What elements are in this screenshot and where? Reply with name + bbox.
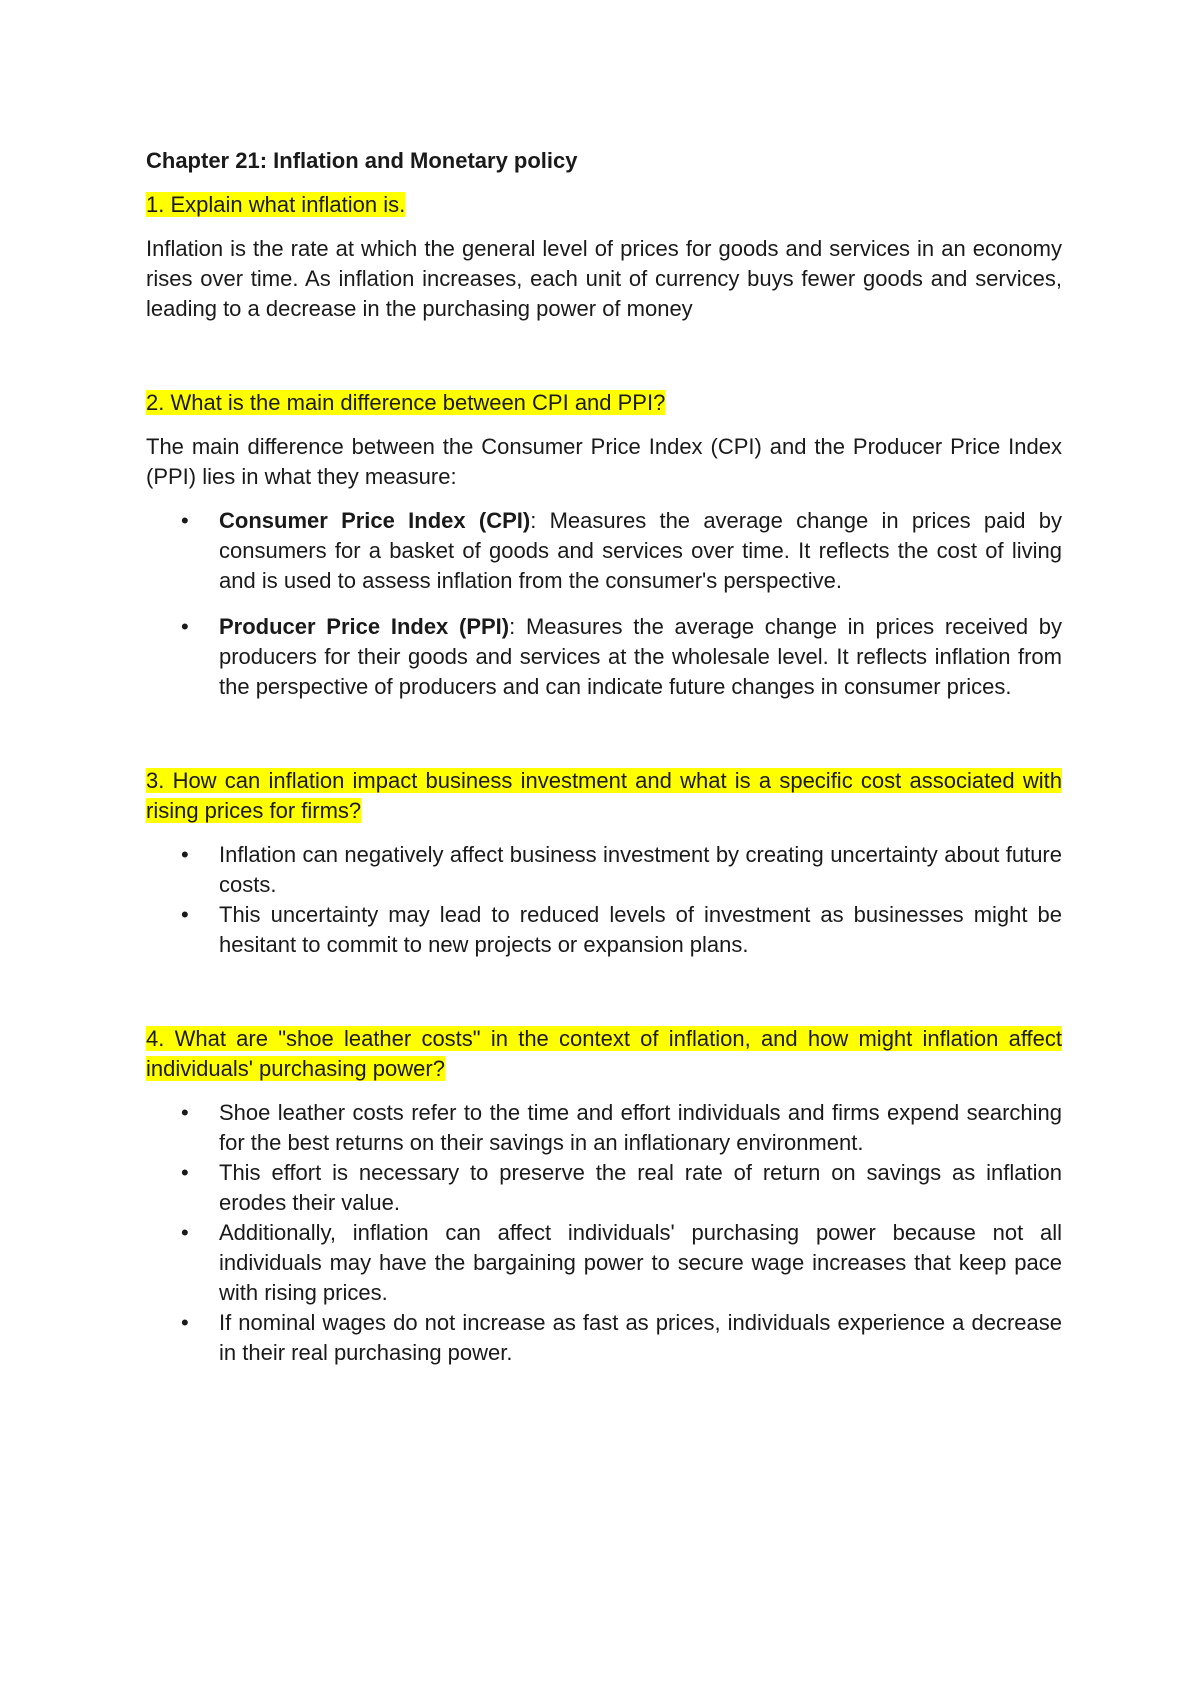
chapter-title: Chapter 21: Inflation and Monetary policy — [146, 148, 578, 173]
answer-2-intro: The main difference between the Consumer Price Index (CPI) and the Producer Price Index (PPI) lies in what they measure: — [146, 434, 1062, 489]
question-2-highlight: 2. What is the main difference between CPI and PPI? — [146, 390, 666, 415]
bullet-icon: • — [181, 614, 189, 639]
section-spacer — [146, 960, 1062, 1024]
question-4-highlight: 4. What are "shoe leather costs" in the context of inflation, and how might inflation affect individuals' purchasing power? — [146, 1026, 1062, 1081]
question-1-section — [146, 190, 1062, 324]
question-1 — [146, 190, 1062, 220]
section-spacer — [146, 324, 1062, 388]
question-3-highlight: 3. How can inflation impact business investment and what is a specific cost associated with rising prices for firms? — [146, 768, 1062, 823]
term-cpi-description: : Measures the average change in prices paid by consumers for a basket of goods and services over time. It reflects the cost of living and is used to assess inflation from the consumer's perspective. — [219, 508, 1062, 593]
term-cpi: Consumer Price Index (CPI) — [219, 508, 531, 533]
list-item — [146, 1308, 1062, 1368]
list-item-text: Inflation can negatively affect business investment by creating uncertainty about future costs. — [219, 842, 1062, 897]
answer-3-list — [146, 840, 1062, 960]
bullet-icon: • — [181, 1310, 189, 1335]
bullet-icon: • — [181, 1160, 189, 1185]
question-3 — [146, 766, 1062, 826]
list-item-text: This uncertainty may lead to reduced levels of investment as businesses might be hesitant to commit to new projects or expansion plans. — [219, 902, 1062, 957]
section-spacer — [146, 702, 1062, 766]
bullet-icon: • — [181, 508, 189, 533]
list-item-text: This effort is necessary to preserve the real rate of return on savings as inflation erodes their value. — [219, 1160, 1062, 1215]
list-item — [146, 1158, 1062, 1218]
question-2-section — [146, 388, 1062, 702]
answer-4-list — [146, 1098, 1062, 1368]
list-item-text: Additionally, inflation can affect individuals' purchasing power because not all individuals may have the bargaining power to secure wage increases that keep pace with rising prices. — [219, 1220, 1062, 1305]
list-item — [146, 1098, 1062, 1158]
list-item — [146, 506, 1062, 596]
list-item-text: Shoe leather costs refer to the time and effort individuals and firms expend searching for the best returns on their savings in an inflationary environment. — [219, 1100, 1062, 1155]
bullet-icon: • — [181, 1100, 189, 1125]
bullet-icon: • — [181, 842, 189, 867]
document-page — [146, 146, 1062, 1368]
term-ppi: Producer Price Index (PPI) — [219, 614, 510, 639]
answer-1-paragraph: Inflation is the rate at which the general level of prices for goods and services in an economy rises over time. As inflation increases, each unit of currency buys fewer goods and services, leading to a decrease in the purchasing power of money — [146, 236, 1062, 321]
list-item — [146, 1218, 1062, 1308]
list-item — [146, 612, 1062, 702]
question-4 — [146, 1024, 1062, 1084]
bullet-icon: • — [181, 1220, 189, 1245]
question-4-section — [146, 1024, 1062, 1368]
term-ppi-description: : Measures the average change in prices received by producers for their goods and services at the wholesale level. It reflects inflation from the perspective of producers and can indicate future changes in consumer prices. — [219, 614, 1062, 699]
list-item-text: If nominal wages do not increase as fast as prices, individuals experience a decrease in their real purchasing power. — [219, 1310, 1062, 1365]
question-3-section — [146, 766, 1062, 960]
list-item — [146, 900, 1062, 960]
question-1-highlight: 1. Explain what inflation is. — [146, 192, 406, 217]
question-2 — [146, 388, 1062, 418]
answer-2-list — [146, 506, 1062, 702]
list-item — [146, 840, 1062, 900]
bullet-icon: • — [181, 902, 189, 927]
